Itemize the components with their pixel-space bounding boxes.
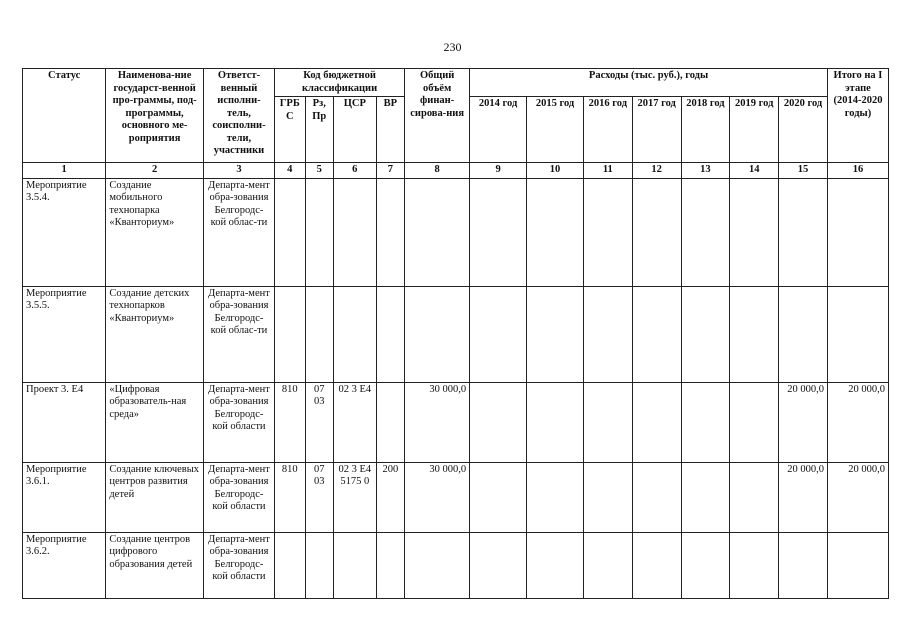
cell-total xyxy=(405,286,470,382)
cell-2017 xyxy=(632,532,681,598)
cell-2015 xyxy=(527,382,584,462)
cell-name: «Цифровая образователь-ная среда» xyxy=(106,382,204,462)
column-number: 14 xyxy=(730,163,779,179)
header-year-2018: 2018 год xyxy=(681,97,730,163)
header-year-2015: 2015 год xyxy=(527,97,584,163)
table-row xyxy=(23,382,889,462)
table-row xyxy=(23,286,889,382)
cell-2015 xyxy=(527,462,584,532)
cell-stage-total xyxy=(827,286,888,382)
table-row xyxy=(23,462,889,532)
cell-2015 xyxy=(527,532,584,598)
header-year-2020: 2020 год xyxy=(779,97,828,163)
column-number: 3 xyxy=(203,163,274,179)
cell-name: Создание ключевых центров развития детей xyxy=(106,462,204,532)
cell-grbs xyxy=(275,532,305,598)
cell-responsible: Департа-мент обра-зования Белгородс-кой области xyxy=(203,532,274,598)
cell-2014 xyxy=(470,286,527,382)
column-number: 8 xyxy=(405,163,470,179)
cell-2015 xyxy=(527,178,584,286)
cell-total xyxy=(405,532,470,598)
column-number: 4 xyxy=(275,163,305,179)
cell-grbs: 810 xyxy=(275,462,305,532)
page-number: 230 xyxy=(443,40,462,54)
header-expenses: Расходы (тыс. руб.), годы xyxy=(470,69,828,97)
cell-rz-pr: 07 03 xyxy=(305,382,333,462)
column-number: 16 xyxy=(827,163,888,179)
cell-csr xyxy=(333,178,376,286)
cell-rz-pr xyxy=(305,532,333,598)
table-row xyxy=(23,178,889,286)
column-number: 6 xyxy=(333,163,376,179)
cell-status: Мероприятие 3.6.2. xyxy=(23,532,106,598)
cell-vr xyxy=(376,382,404,462)
cell-2018 xyxy=(681,462,730,532)
cell-stage-total xyxy=(827,532,888,598)
header-name: Наименова-ние государст-венной про-граммы, под-программы, основного ме-роприятия xyxy=(106,69,204,163)
cell-grbs: 810 xyxy=(275,382,305,462)
header-budget-code: Код бюджетной классификации xyxy=(275,69,405,97)
budget-table xyxy=(22,68,889,599)
cell-total: 30 000,0 xyxy=(405,462,470,532)
cell-status: Проект 3. Е4 xyxy=(23,382,106,462)
cell-2016 xyxy=(583,286,632,382)
cell-2018 xyxy=(681,532,730,598)
cell-2018 xyxy=(681,178,730,286)
cell-2014 xyxy=(470,178,527,286)
cell-vr xyxy=(376,178,404,286)
cell-stage-total: 20 000,0 xyxy=(827,462,888,532)
header-stage-total: Итого на I этапе (2014-2020 годы) xyxy=(827,69,888,163)
cell-status: Мероприятие 3.5.5. xyxy=(23,286,106,382)
cell-rz-pr xyxy=(305,178,333,286)
cell-name: Создание центров цифрового образования детей xyxy=(106,532,204,598)
cell-csr: 02 3 Е4 5175 0 xyxy=(333,462,376,532)
header-status: Статус xyxy=(23,69,106,163)
column-number: 11 xyxy=(583,163,632,179)
cell-2018 xyxy=(681,286,730,382)
cell-responsible: Департа-мент обра-зования Белгородс-кой области xyxy=(203,382,274,462)
cell-2020: 20 000,0 xyxy=(779,462,828,532)
cell-2017 xyxy=(632,462,681,532)
cell-2017 xyxy=(632,382,681,462)
header-rz-pr: Рз, Пр xyxy=(305,97,333,163)
column-number: 12 xyxy=(632,163,681,179)
column-number-row xyxy=(23,163,889,179)
cell-2016 xyxy=(583,382,632,462)
cell-csr xyxy=(333,286,376,382)
cell-2014 xyxy=(470,532,527,598)
cell-2016 xyxy=(583,178,632,286)
cell-2020 xyxy=(779,532,828,598)
cell-2019 xyxy=(730,462,779,532)
cell-vr xyxy=(376,532,404,598)
cell-name: Создание детских технопарков «Кванториум» xyxy=(106,286,204,382)
cell-2019 xyxy=(730,178,779,286)
cell-responsible: Департа-мент обра-зования Белгородс-кой облас-ти xyxy=(203,178,274,286)
cell-2016 xyxy=(583,462,632,532)
cell-2019 xyxy=(730,382,779,462)
column-number: 5 xyxy=(305,163,333,179)
column-number: 15 xyxy=(779,163,828,179)
header-year-2016: 2016 год xyxy=(583,97,632,163)
cell-total xyxy=(405,178,470,286)
cell-2014 xyxy=(470,382,527,462)
cell-status: Мероприятие 3.6.1. xyxy=(23,462,106,532)
cell-vr xyxy=(376,286,404,382)
column-number: 7 xyxy=(376,163,404,179)
header-responsible: Ответст-венный исполни-тель, соисполни-тели, участники xyxy=(203,69,274,163)
header-grbs: ГРБС xyxy=(275,97,305,163)
column-number: 1 xyxy=(23,163,106,179)
cell-2017 xyxy=(632,286,681,382)
cell-responsible: Департа-мент обра-зования Белгородс-кой облас-ти xyxy=(203,286,274,382)
header-year-2017: 2017 год xyxy=(632,97,681,163)
cell-stage-total xyxy=(827,178,888,286)
cell-stage-total: 20 000,0 xyxy=(827,382,888,462)
column-number: 9 xyxy=(470,163,527,179)
column-number: 2 xyxy=(106,163,204,179)
cell-2020 xyxy=(779,178,828,286)
header-csr: ЦСР xyxy=(333,97,376,163)
column-number: 10 xyxy=(527,163,584,179)
header-vr: ВР xyxy=(376,97,404,163)
cell-2015 xyxy=(527,286,584,382)
cell-responsible: Департа-мент обра-зования Белгородс-кой области xyxy=(203,462,274,532)
header-year-2014: 2014 год xyxy=(470,97,527,163)
cell-status: Мероприятие 3.5.4. xyxy=(23,178,106,286)
cell-name: Создание мобильного технопарка «Кванториум» xyxy=(106,178,204,286)
cell-rz-pr xyxy=(305,286,333,382)
table-row xyxy=(23,532,889,598)
cell-2016 xyxy=(583,532,632,598)
cell-2019 xyxy=(730,532,779,598)
cell-grbs xyxy=(275,286,305,382)
cell-grbs xyxy=(275,178,305,286)
cell-2018 xyxy=(681,382,730,462)
cell-2020 xyxy=(779,286,828,382)
cell-2017 xyxy=(632,178,681,286)
column-number: 13 xyxy=(681,163,730,179)
cell-vr: 200 xyxy=(376,462,404,532)
cell-rz-pr: 07 03 xyxy=(305,462,333,532)
cell-csr xyxy=(333,532,376,598)
cell-total: 30 000,0 xyxy=(405,382,470,462)
cell-2014 xyxy=(470,462,527,532)
cell-2020: 20 000,0 xyxy=(779,382,828,462)
cell-2019 xyxy=(730,286,779,382)
header-total-volume: Общий объём финан-сирова-ния xyxy=(405,69,470,163)
header-year-2019: 2019 год xyxy=(730,97,779,163)
cell-csr: 02 3 Е4 xyxy=(333,382,376,462)
